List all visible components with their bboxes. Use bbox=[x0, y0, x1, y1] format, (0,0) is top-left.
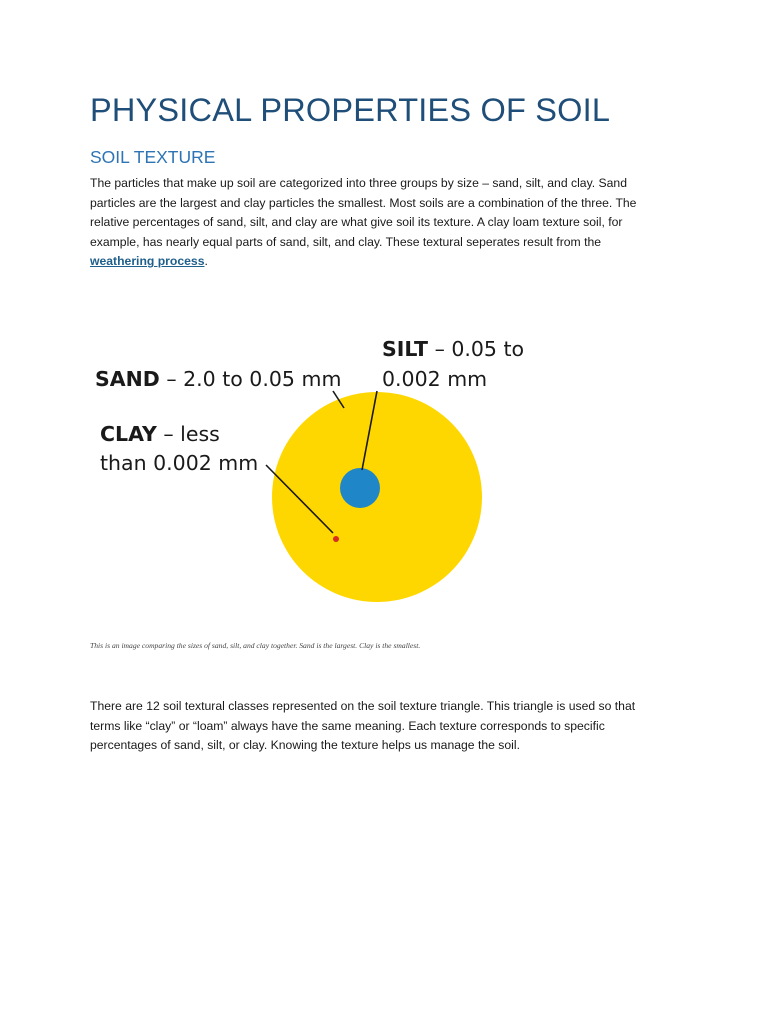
clay-label bbox=[100, 422, 220, 446]
silt-label-range: – 0.05 to bbox=[428, 337, 525, 361]
clay-label-range: – less bbox=[156, 422, 220, 446]
clay-particle-dot bbox=[333, 536, 339, 542]
sand-label-range: – 2.0 to 0.05 mm bbox=[159, 367, 342, 391]
intro-paragraph-end: . bbox=[204, 254, 208, 269]
section-heading: SOIL TEXTURE bbox=[90, 147, 216, 167]
weathering-process-link[interactable]: weathering process bbox=[90, 254, 205, 269]
sand-label-name: SAND bbox=[95, 367, 160, 391]
clay-label-name: CLAY bbox=[100, 422, 157, 446]
silt-particle-circle bbox=[340, 468, 380, 508]
silt-label bbox=[382, 337, 524, 361]
figure-caption: This is an image comparing the sizes of sand, silt, and clay together. Sand is the largest. Clay is the smallest. bbox=[90, 641, 421, 650]
particle-size-diagram bbox=[90, 325, 550, 625]
intro-paragraph bbox=[90, 174, 658, 272]
particle-size-figure bbox=[90, 325, 550, 625]
intro-paragraph-text: The particles that make up soil are categorized into three groups by size – sand, silt, and clay. Sand particles are the largest and clay particles the smallest. Most soils are a combination of the three. The relative percentages of sand, silt, and clay are what give soil its texture. A clay loam texture soil, for example, has nearly equal parts of sand, silt, and clay. These textural seperates result from the bbox=[90, 176, 637, 249]
clay-label-line2: than 0.002 mm bbox=[100, 451, 259, 475]
silt-label-name: SILT bbox=[382, 337, 429, 361]
page-title: PHYSICAL PROPERTIES OF SOIL bbox=[90, 92, 611, 128]
sand-label bbox=[95, 367, 341, 391]
texture-classes-paragraph: There are 12 soil textural classes represented on the soil texture triangle. This triangle is used so that terms like “clay” or “loam” always have the same meaning. Each texture corresponds to specific percentages of sand, silt, or clay. Knowing the texture helps us manage the soil. bbox=[90, 699, 636, 753]
silt-label-line2: 0.002 mm bbox=[382, 367, 488, 391]
